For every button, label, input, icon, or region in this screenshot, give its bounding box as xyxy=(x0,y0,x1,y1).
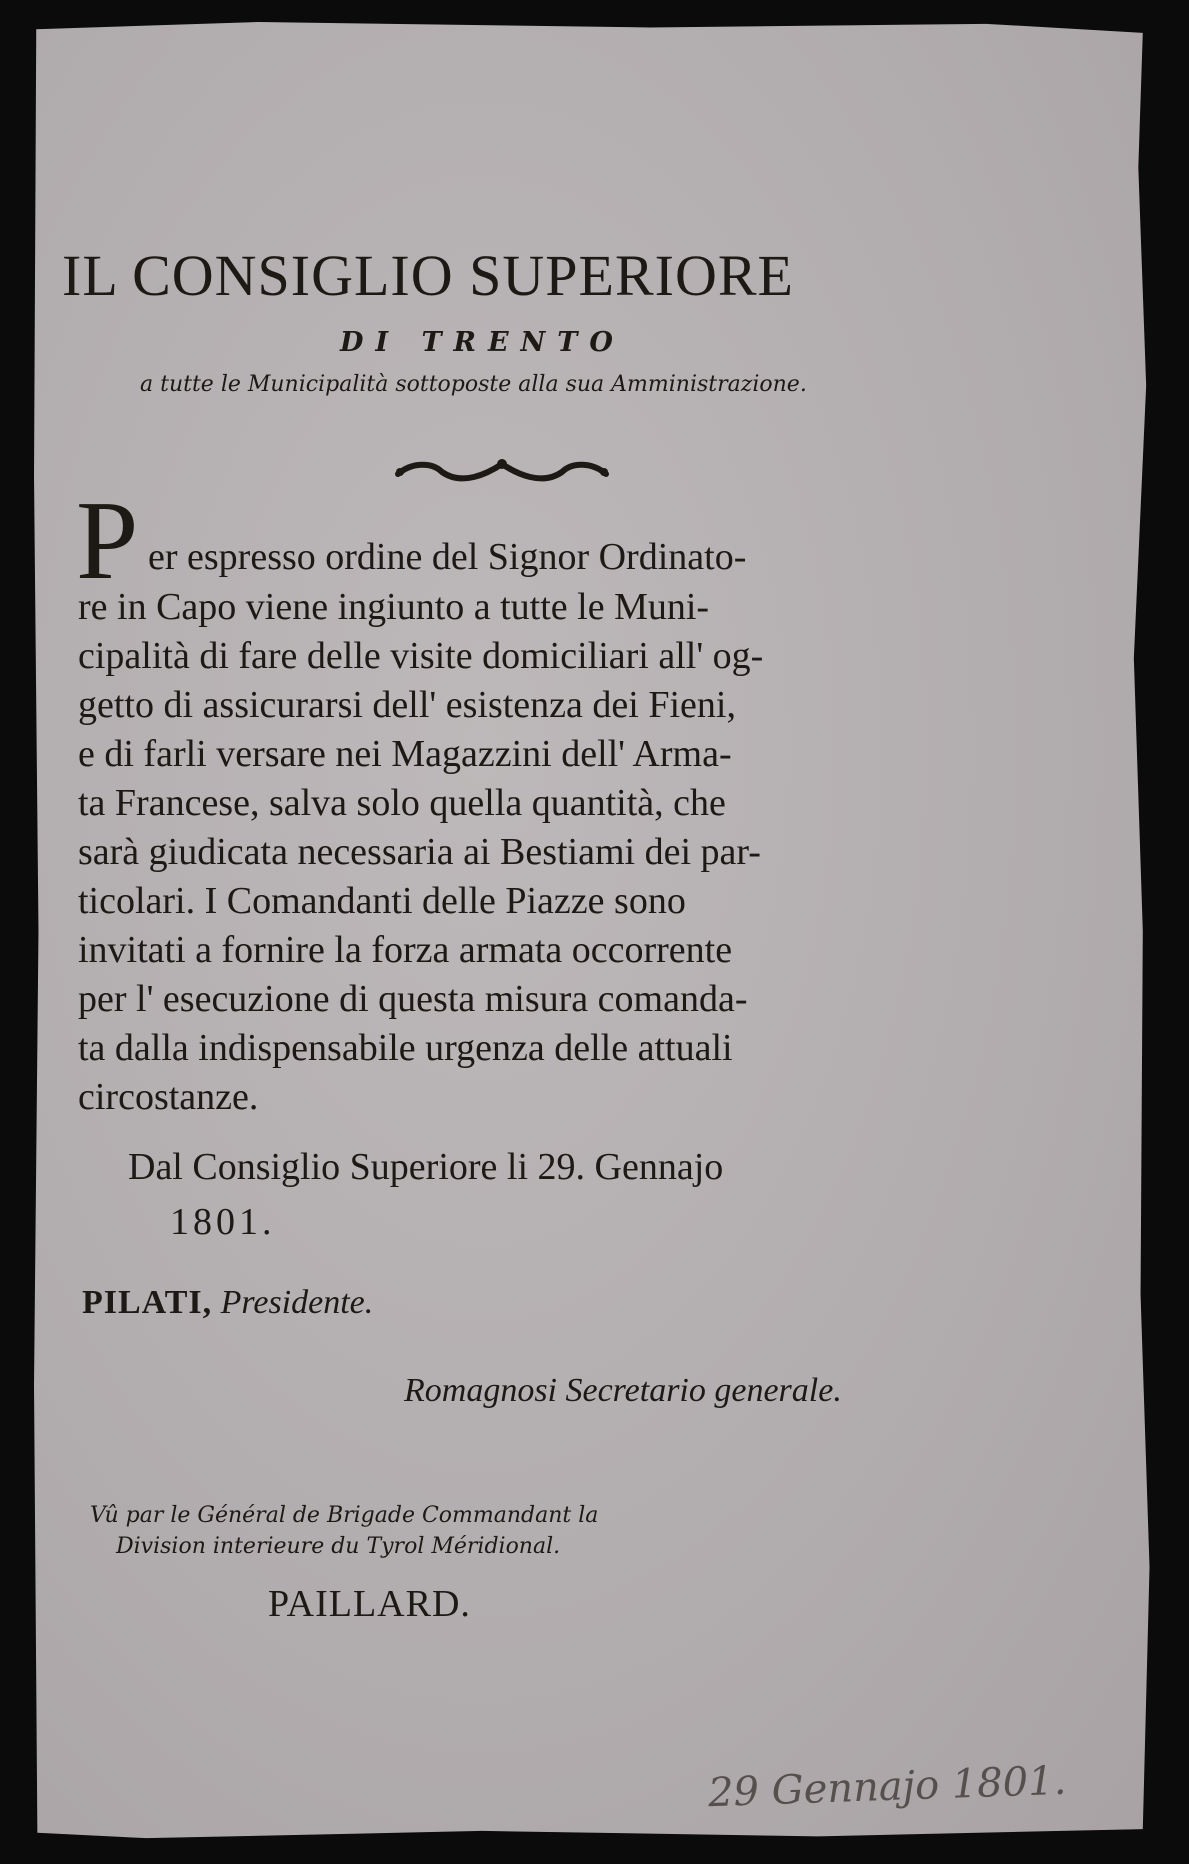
body-line: ticolari. I Comandanti delle Piazze sono xyxy=(78,880,686,922)
body-line: cipalità di fare delle visite domiciliari all' og- xyxy=(78,635,764,677)
drop-cap: P xyxy=(76,479,139,603)
endorsement-line-2: Division interieure du Tyrol Méridional. xyxy=(116,1534,561,1559)
body-line: re in Capo viene ingiunto a tutte le Muni- xyxy=(78,586,710,628)
address-line: a tutte le Municipalità sottoposte alla sua Amministrazione. xyxy=(140,372,807,397)
body-line: circostanze. xyxy=(78,1076,259,1118)
endorsement-line-1: Vû par le Général de Brigade Commandant la xyxy=(90,1503,599,1528)
body-line: ta Francese, salva solo quella quantità, che xyxy=(78,782,726,824)
president-name: PILATI, xyxy=(82,1284,213,1321)
body-line: sarà giudicata necessaria ai Bestiami dei par- xyxy=(78,831,761,873)
body-line: er espresso ordine del Signor Ordinato- xyxy=(148,536,747,578)
president-signature xyxy=(82,1284,373,1322)
president-title: Presidente. xyxy=(220,1284,374,1321)
secretary-signature: Romagnosi Secretario generale. xyxy=(404,1372,842,1409)
general-signature: PAILLARD. xyxy=(268,1583,471,1625)
body-line: ta dalla indispensabile urgenza delle attuali xyxy=(78,1027,733,1069)
dateline: Dal Consiglio Superiore li 29. Gennajo xyxy=(128,1146,724,1188)
ornament-icon xyxy=(392,452,612,492)
body-line: invitati a fornire la forza armata occorrente xyxy=(78,929,733,971)
document-title: IL CONSIGLIO SUPERIORE xyxy=(62,243,794,308)
handwritten-annotation: 29 Gennajo 1801. xyxy=(707,1757,1068,1817)
body-line: per l' esecuzione di questa misura comanda- xyxy=(78,978,748,1020)
date-year: 1801. xyxy=(170,1201,276,1243)
body-line: getto di assicurarsi dell' esistenza dei Fieni, xyxy=(78,684,736,726)
body-line: e di farli versare nei Magazzini dell' Arma- xyxy=(78,733,732,775)
document-subtitle: DI TRENTO xyxy=(340,327,625,358)
